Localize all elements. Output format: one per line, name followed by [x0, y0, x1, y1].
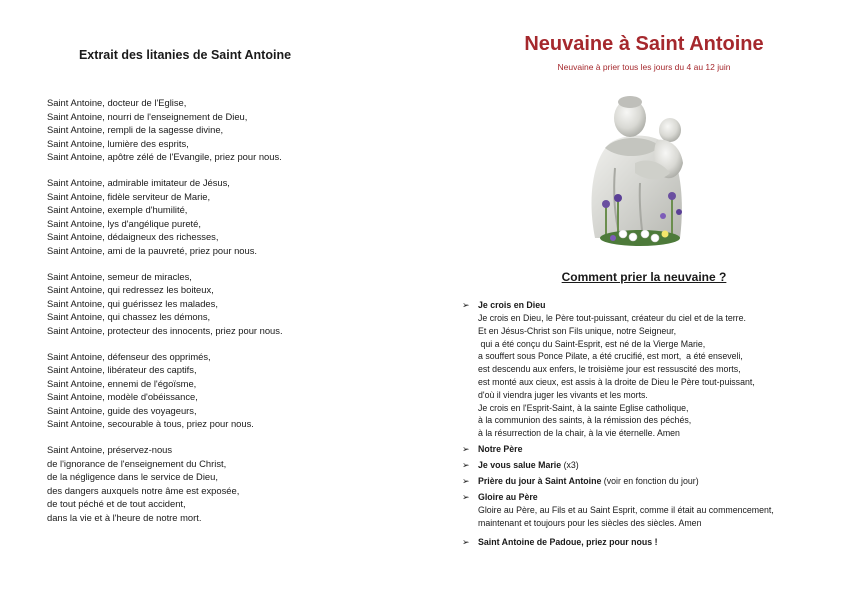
- litany-stanza: [47, 96, 377, 164]
- list-item: [462, 299, 832, 440]
- credo-line: est monté aux cieux, est assis à la droite de Dieu le Père tout-puissant,: [478, 376, 755, 387]
- litanies-text: [47, 96, 377, 537]
- je-vous-salue-title: Je vous salue Marie: [478, 459, 562, 470]
- gloire-title: Gloire au Père: [478, 491, 538, 502]
- litany-line: Saint Antoine, nourri de l'enseignement de Dieu,: [47, 110, 248, 122]
- litany-line: de l'ignorance de l'enseignement du Christ,: [47, 457, 227, 469]
- saint-antoine-statue-image: [575, 88, 705, 248]
- gloire-line: Gloire au Père, au Fils et au Saint Esprit, comme il était au commencement,: [478, 504, 774, 515]
- litany-line: Saint Antoine, défenseur des opprimés,: [47, 350, 211, 362]
- credo-line: a souffert sous Ponce Pilate, a été crucifié, est mort, a été enseveli,: [478, 351, 743, 362]
- credo-line: Et en Jésus-Christ son Fils unique, notre Seigneur,: [478, 325, 677, 336]
- arrow-bullet-icon: ➢: [462, 475, 470, 486]
- litany-line: Saint Antoine, admirable imitateur de Jésus,: [47, 176, 230, 188]
- litany-line: Saint Antoine, lys d'angélique pureté,: [47, 217, 201, 229]
- arrow-bullet-icon: ➢: [462, 300, 470, 310]
- final-invocation: Saint Antoine de Padoue, priez pour nous !: [478, 536, 658, 547]
- litany-line: Saint Antoine, modèle d'obéissance,: [47, 391, 198, 403]
- credo-text: [478, 312, 832, 440]
- litany-line: Saint Antoine, docteur de l'Eglise,: [47, 97, 187, 108]
- credo-line: d'où il viendra juger les vivants et les morts.: [478, 389, 648, 400]
- arrow-bullet-icon: ➢: [462, 443, 470, 454]
- prayer-list: [462, 299, 832, 552]
- notre-pere-title: Notre Père: [478, 443, 523, 454]
- priere-du-jour-title: Prière du jour à Saint Antoine: [478, 475, 602, 486]
- litany-line: de la négligence dans le service de Dieu,: [47, 471, 218, 483]
- litany-line: Saint Antoine, lumière des esprits,: [47, 137, 189, 149]
- credo-line: à la communion des saints, à la rémission des péchés,: [478, 415, 692, 426]
- list-item: [462, 459, 832, 472]
- litany-line: Saint Antoine, ennemi de l'égoïsme,: [47, 377, 197, 389]
- gloire-text: [478, 504, 832, 530]
- litany-line: des dangers auxquels notre âme est exposée,: [47, 484, 240, 496]
- litany-stanza: [47, 443, 377, 525]
- priere-du-jour-suffix: (voir en fonction du jour): [601, 475, 699, 486]
- litany-line: Saint Antoine, rempli de la sagesse divine,: [47, 124, 224, 136]
- litany-line: Saint Antoine, exemple d'humilité,: [47, 204, 188, 216]
- litany-line: Saint Antoine, apôtre zélé de l'Evangile, priez pour nous.: [47, 151, 282, 163]
- litany-line: Saint Antoine, qui guérissez les malades,: [47, 297, 218, 309]
- arrow-bullet-icon: ➢: [462, 459, 470, 470]
- arrow-bullet-icon: ➢: [462, 536, 470, 547]
- credo-line: est descendu aux enfers, le troisième jour est ressuscité des morts,: [478, 364, 741, 375]
- list-item: [462, 443, 832, 456]
- litany-line: Saint Antoine, préservez-nous: [47, 444, 173, 456]
- credo-line: qui a été conçu du Saint-Esprit, est né de la Vierge Marie,: [478, 338, 706, 349]
- arrow-bullet-icon: ➢: [462, 491, 470, 502]
- credo-line: Je crois en l'Esprit-Saint, à la sainte Eglise catholique,: [478, 402, 689, 413]
- list-item: [462, 536, 832, 549]
- litany-line: Saint Antoine, guide des voyageurs,: [47, 404, 197, 416]
- litany-line: de tout péché et de tout accident,: [47, 498, 186, 510]
- gloire-line: maintenant et toujours pour les siècles des siècles. Amen: [478, 517, 702, 528]
- je-vous-salue-suffix: (x3): [561, 459, 579, 470]
- litany-line: Saint Antoine, qui redressez les boiteux,: [47, 284, 214, 296]
- litany-line: Saint Antoine, libérateur des captifs,: [47, 364, 197, 376]
- list-item: [462, 475, 832, 488]
- credo-title: Je crois en Dieu: [478, 300, 546, 310]
- litany-line: Saint Antoine, fidèle serviteur de Marie,: [47, 190, 211, 202]
- novena-subtitle: Neuvaine à prier tous les jours du 4 au 12 juin: [557, 62, 731, 72]
- novena-title: Neuvaine à Saint Antoine: [524, 33, 764, 55]
- litany-line: Saint Antoine, dédaigneux des richesses,: [47, 231, 219, 243]
- litany-line: dans la vie et à l'heure de notre mort.: [47, 512, 202, 524]
- litany-line: Saint Antoine, qui chassez les démons,: [47, 311, 211, 323]
- how-to-pray-heading: Comment prier la neuvaine ?: [561, 270, 727, 284]
- litany-line: Saint Antoine, secourable à tous, priez pour nous.: [47, 418, 254, 430]
- litany-stanza: [47, 350, 377, 432]
- list-item: [462, 491, 832, 530]
- litanies-title: Extrait des litanies de Saint Antoine: [78, 48, 292, 62]
- litany-line: Saint Antoine, semeur de miracles,: [47, 270, 192, 282]
- credo-line: Je crois en Dieu, le Père tout-puissant, créateur du ciel et de la terre.: [478, 313, 746, 323]
- litany-line: Saint Antoine, protecteur des innocents, priez pour nous.: [47, 324, 283, 336]
- litany-line: Saint Antoine, ami de la pauvreté, priez pour nous.: [47, 244, 258, 256]
- credo-line: à la résurrection de la chair, à la vie éternelle. Amen: [478, 428, 680, 439]
- litany-stanza: [47, 270, 377, 338]
- litany-stanza: [47, 176, 377, 258]
